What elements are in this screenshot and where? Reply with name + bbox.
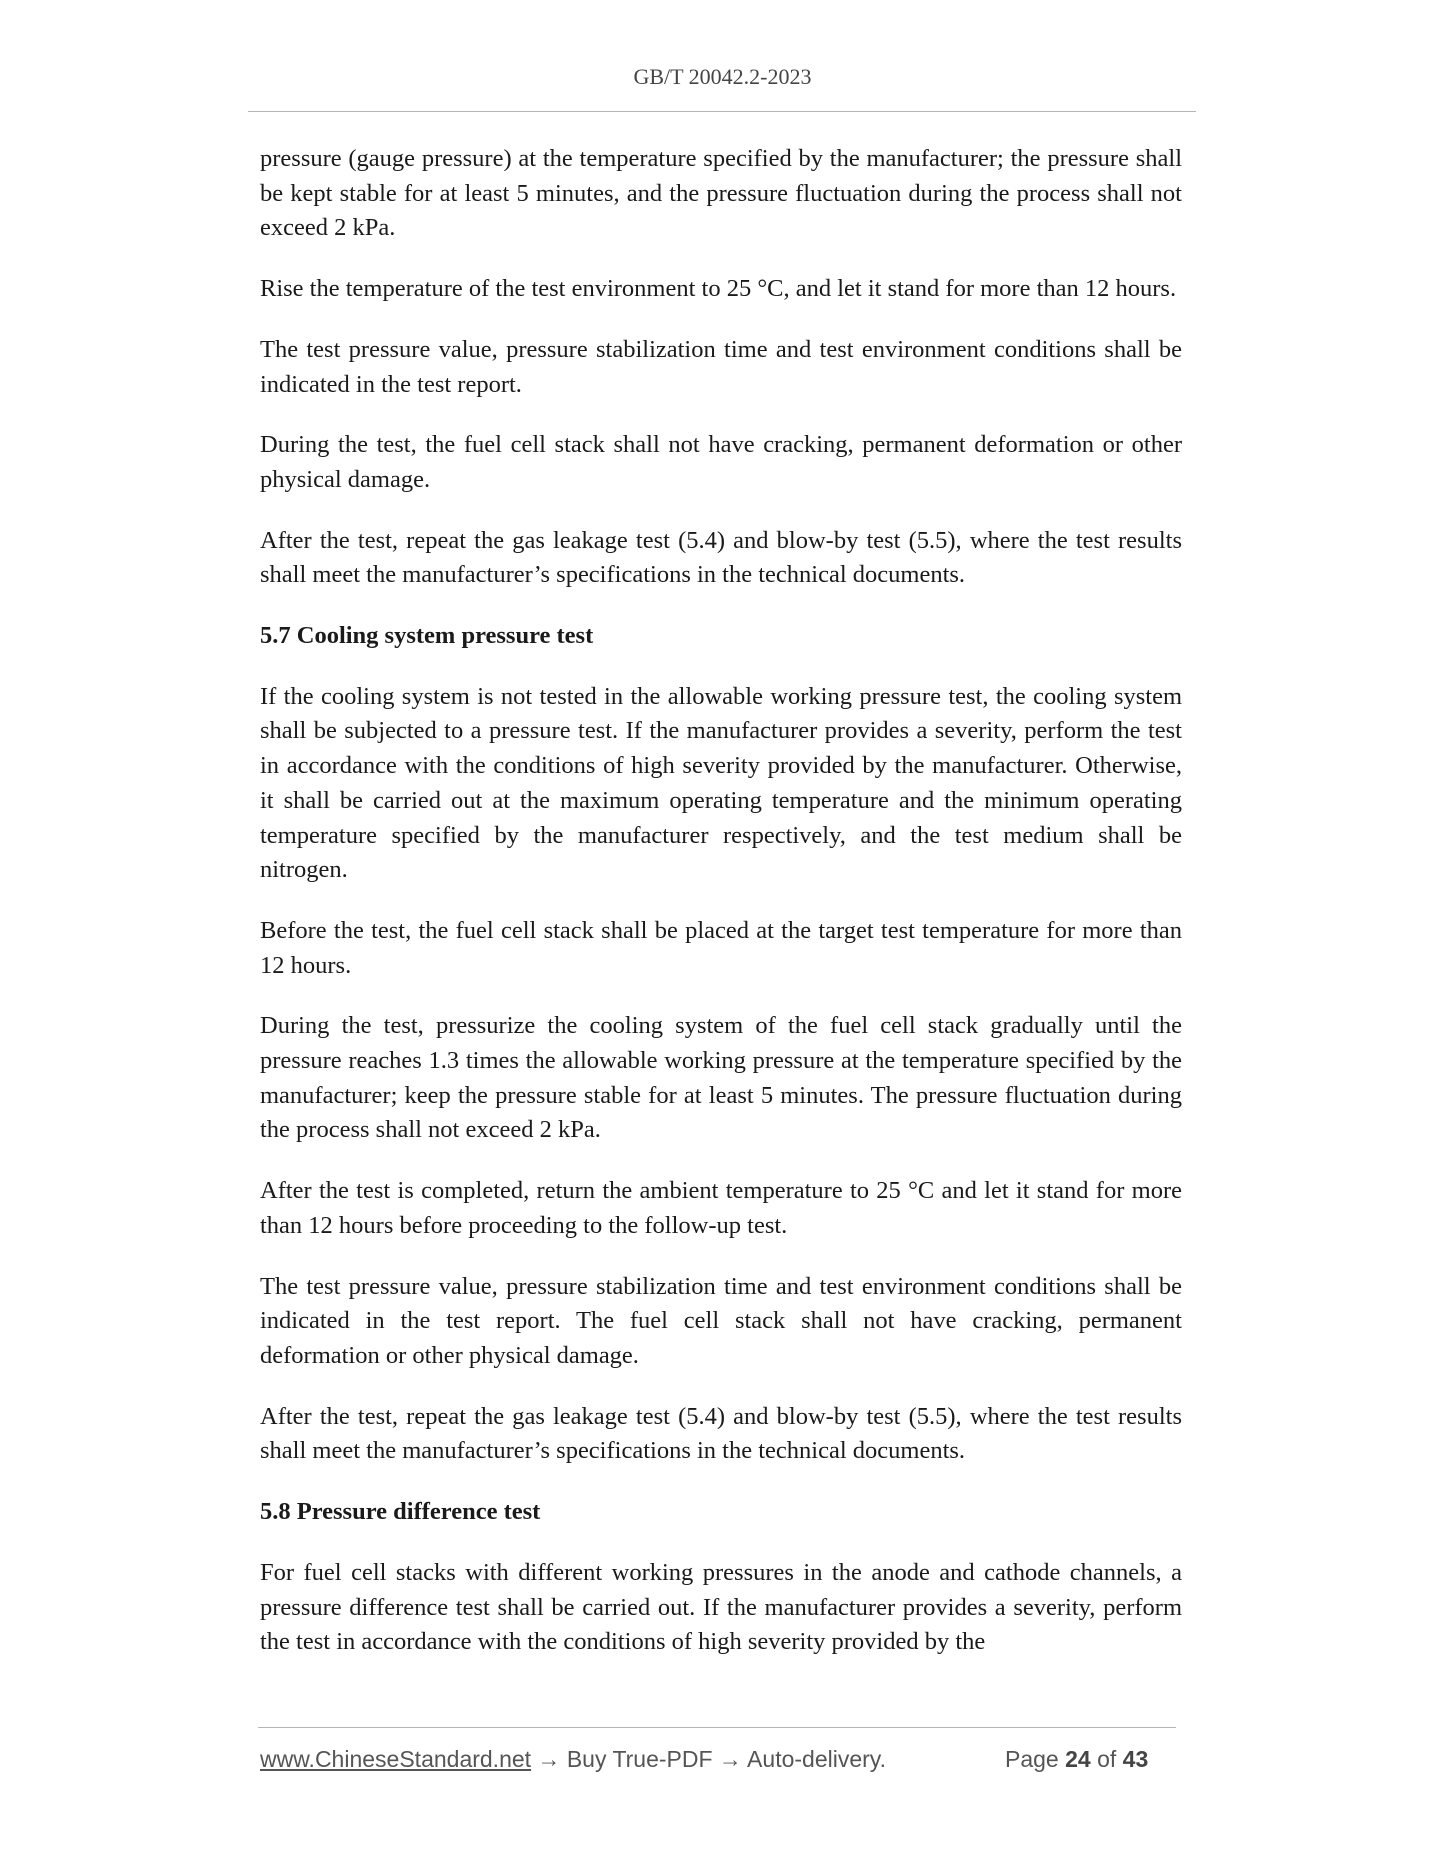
- paragraph: The test pressure value, pressure stabilization time and test environment conditions shall be indicated in the test report. The fuel cell stack shall not have cracking, permanent deformation or other physical damage.: [260, 1272, 1182, 1369]
- page-number: [1005, 1746, 1148, 1773]
- website-link[interactable]: www.ChineseStandard.net: [260, 1746, 532, 1772]
- paragraph: During the test, pressurize the cooling system of the fuel cell stack gradually until the pressure reaches 1.3 times the allowable working pressure at the temperature specified by the manufacturer; keep the pressure stable for at least 5 minutes. The pressure fluctuation during the process shall not exceed 2 kPa.: [260, 1012, 1182, 1144]
- current-page: 24: [1065, 1746, 1091, 1772]
- total-pages: 43: [1122, 1746, 1149, 1772]
- paragraph: pressure (gauge pressure) at the temperature specified by the manufacturer; the pressure shall be kept stable for at least 5 minutes, and the pressure fluctuation during the process shall not exceed 2 kPa.: [260, 145, 1182, 242]
- section-heading-5-7: 5.7 Cooling system pressure test: [260, 622, 594, 650]
- paragraph: During the test, the fuel cell stack shall not have cracking, permanent deformation or other physical damage.: [260, 431, 1182, 493]
- footer-promo-text: → Buy True-PDF → Auto-delivery.: [531, 1746, 886, 1772]
- paragraph: If the cooling system is not tested in the allowable working pressure test, the cooling system shall be subjected to a pressure test. If the manufacturer provides a severity, perform the test in accordance with the conditions of high severity provided by the manufacturer. Otherwise, it shall be carried out at the maximum operating temperature and the minimum operating temperature specified by the manufacturer respectively, and the test medium shall be nitrogen.: [260, 682, 1182, 884]
- section-heading-5-8: 5.8 Pressure difference test: [260, 1498, 541, 1526]
- page-of-label: of: [1097, 1746, 1117, 1772]
- header-divider: [248, 111, 1196, 112]
- footer-divider: [258, 1727, 1176, 1728]
- footer-promo: [260, 1746, 886, 1773]
- page-label: Page: [1005, 1746, 1059, 1772]
- paragraph: Before the test, the fuel cell stack shall be placed at the target test temperature for more than 12 hours.: [260, 916, 1182, 979]
- document-body: [260, 142, 1182, 1686]
- paragraph: After the test, repeat the gas leakage test (5.4) and blow-by test (5.5), where the test results shall meet the manufacturer’s specifications in the technical documents.: [260, 1402, 1182, 1465]
- paragraph: The test pressure value, pressure stabilization time and test environment conditions shall be indicated in the test report.: [260, 335, 1182, 398]
- paragraph: For fuel cell stacks with different working pressures in the anode and cathode channels, a pressure difference test shall be carried out. If the manufacturer provides a severity, perform the test in accordance with the conditions of high severity provided by the: [260, 1558, 1182, 1656]
- paragraph: After the test is completed, return the ambient temperature to 25 °C and let it stand for more than 12 hours before proceeding to the follow-up test.: [260, 1177, 1182, 1239]
- paragraph: After the test, repeat the gas leakage test (5.4) and blow-by test (5.5), where the test results shall meet the manufacturer’s specifications in the technical documents.: [260, 526, 1182, 589]
- paragraph: Rise the temperature of the test environment to 25 °C, and let it stand for more than 12 hours.: [260, 275, 1177, 303]
- page-header: GB/T 20042.2-2023: [633, 64, 812, 89]
